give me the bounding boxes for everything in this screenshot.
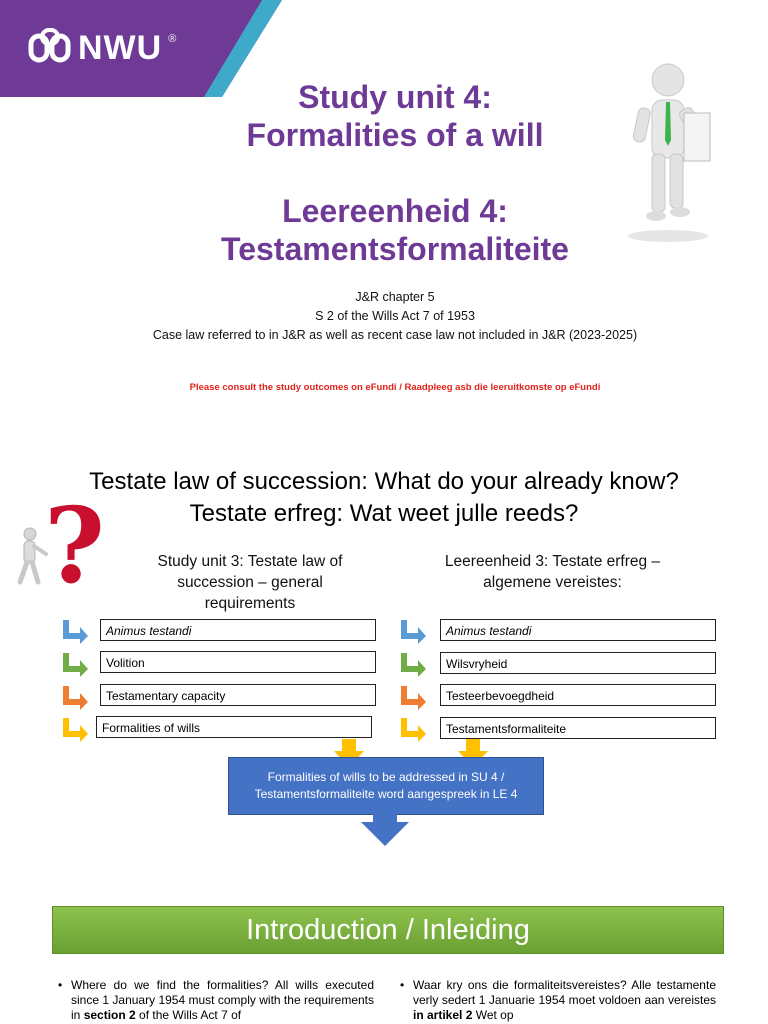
intro-af-section: in artikel 2 [413,1008,473,1022]
title-en-line1: Study unit 4: [298,79,492,115]
intro-english-column [58,978,374,1023]
bent-arrow-yellow-icon [60,716,90,742]
question-mark-figure-icon [14,490,114,594]
bent-arrow-yellow-icon [398,716,428,742]
intro-af-part2: Wet op [472,1008,514,1022]
bent-arrow-blue-icon [60,618,90,644]
bent-arrow-green-icon [398,651,428,677]
nwu-logo-icon [28,26,72,70]
title-af-line1: Leereenheid 4: [282,193,508,229]
bullet: • [58,978,63,992]
slide2-title-line1: Testate law of succession: What do your already know? [89,468,679,495]
nwu-logo [28,26,176,70]
reference-lines [100,288,690,345]
svg-text:?: ? [44,490,105,594]
left-item-volition: Volition [100,651,376,673]
bent-arrow-orange-icon [60,684,90,710]
left-head-line3: requirements [204,595,296,612]
summary-line2: Testamentsformaliteite word aangespreek in LE 4 [254,787,518,801]
slide-title [0,0,768,420]
slide-prior-knowledge [0,438,768,868]
bullet: • [400,978,405,992]
right-head-line2: algemene vereistes: [483,574,622,591]
summary-line1: Formalities of wills to be addressed in SU 4 / [267,770,505,784]
bent-arrow-blue-icon [398,618,428,644]
title-english [160,78,630,154]
intro-en-part2: of the Wills Act 7 of [135,1008,242,1022]
intro-afrikaans-text [400,978,716,1023]
person-with-document-icon [624,58,748,258]
ref-line-chapter: J&R chapter 5 [355,290,435,304]
left-item-animus-testandi: Animus testandi [100,619,376,641]
left-head-line2: succession – general [177,574,323,591]
introduction-heading-bar: Introduction / Inleiding [52,906,724,954]
intro-en-section: section 2 [83,1008,136,1022]
right-item-testeerbevoegdheid: Testeerbevoegdheid [440,684,716,706]
formalities-summary-box [228,757,544,815]
left-item-formalities-of-wills: Formalities of wills [96,716,372,738]
bent-arrow-green-icon [60,651,90,677]
logo-registered-mark: ® [168,33,177,45]
consult-note: Please consult the study outcomes on eFundi / Raadpleeg asb die leeruitkomste op eFundi [189,382,601,393]
left-item-testamentary-capacity: Testamentary capacity [100,684,376,706]
bent-arrow-orange-icon [398,684,428,710]
intro-afrikaans-column [400,978,716,1023]
title-af-line2: Testamentsformaliteite [221,231,569,267]
down-arrow-blue-icon [361,814,409,846]
intro-english-text [58,978,374,1023]
right-column-heading [420,551,685,593]
slide2-title [30,466,738,530]
right-item-animus-testandi: Animus testandi [440,619,716,641]
left-head-line1: Study unit 3: Testate law of [157,553,343,570]
right-item-testamentsformaliteite: Testamentsformaliteite [440,717,716,739]
title-en-line2: Formalities of a will [246,117,544,153]
right-head-line1: Leereenheid 3: Testate erfreg – [444,553,661,570]
logo-text: NWU [78,28,163,67]
title-afrikaans [160,192,630,268]
left-column-heading [120,551,380,614]
ref-line-act: S 2 of the Wills Act 7 of 1953 [315,309,475,323]
slide-introduction [0,886,768,1024]
intro-en-part1: Where do we find the formalities? All wills executed since 1 January 1954 must comply with the requirements in [71,978,374,1022]
slide2-title-line2: Testate erfreg: Wat weet julle reeds? [189,500,579,527]
intro-af-part1: Waar kry ons die formaliteitsvereistes? Alle testamente verly sedert 1 Januarie 1954 moet voldoen aan vereistes [413,978,716,1007]
ref-line-caselaw: Case law referred to in J&R as well as recent case law not included in J&R (2023-2025) [152,328,638,342]
right-item-wilsvryheid: Wilsvryheid [440,652,716,674]
